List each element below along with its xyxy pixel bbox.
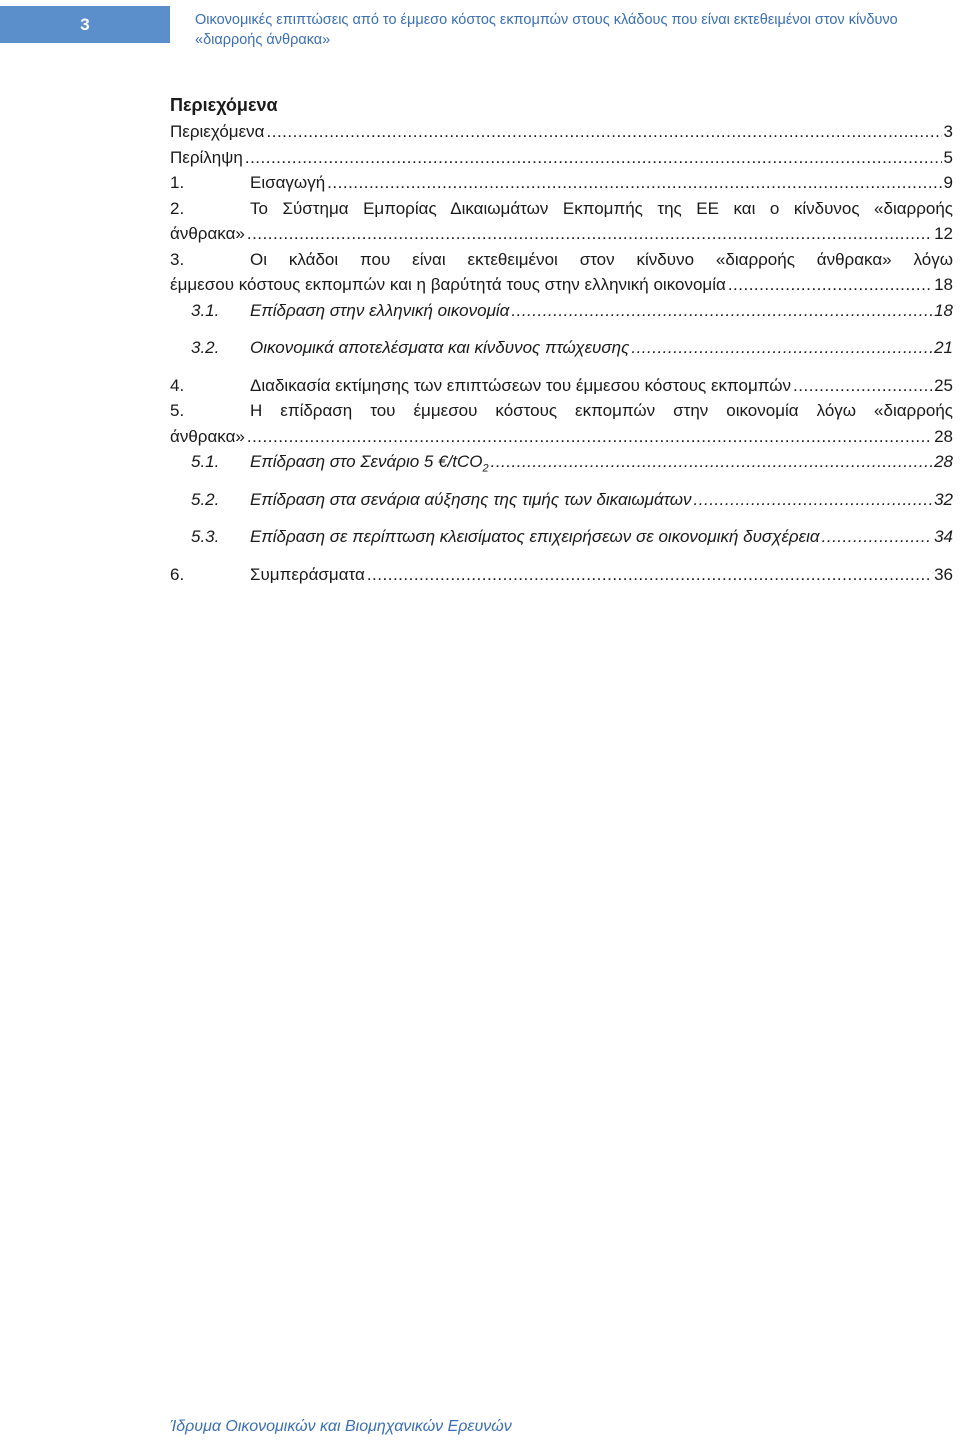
dot-leader (631, 335, 932, 361)
toc-page-number: 18 (934, 300, 953, 320)
toc-entry-3-1[interactable] (170, 298, 953, 324)
toc-page-number: 28 (934, 426, 953, 446)
toc-entry-label: Επίδραση σε περίπτωση κλεισίματος επιχειρήσεων σε οικονομική δυσχέρεια (250, 527, 820, 546)
toc-page-number: 21 (934, 338, 953, 357)
toc-entry-label: Επίδραση στην ελληνική οικονομία (250, 300, 510, 320)
page-number-badge: 3 (0, 6, 170, 43)
toc-page-number: 32 (934, 489, 953, 509)
toc-entry-number: 6. (170, 564, 185, 584)
toc-entry-label: Οικονομικά αποτελέσματα και κίνδυνος πτώχευσης (250, 338, 630, 357)
dot-leader (267, 119, 942, 145)
dot-leader (491, 449, 932, 475)
toc-entry-contents[interactable] (170, 119, 953, 145)
toc-entry-label-line2: άνθρακα» (170, 426, 245, 446)
toc-entry-number: 3.1. (191, 300, 220, 320)
toc-page-number: 9 (943, 173, 953, 192)
toc-entry-introduction[interactable] (170, 170, 953, 196)
toc-entry-5-3[interactable] (170, 524, 953, 550)
toc-entry-3-2[interactable] (170, 335, 953, 361)
dot-leader (694, 487, 933, 513)
toc-page-number: 36 (934, 564, 953, 584)
dot-leader (822, 524, 932, 550)
toc-entry-label: Διαδικασία εκτίμησης των επιπτώσεων του έμμεσου κόστους εκπομπών (250, 375, 792, 395)
toc-page-number: 25 (934, 375, 953, 395)
dot-leader (327, 170, 941, 196)
toc-page-number: 18 (934, 275, 953, 294)
toc-entry-5-2[interactable] (170, 487, 953, 513)
toc-entry-label-line1: Οι κλάδοι που είναι εκτεθειμένοι στον κίνδυνο «διαρροής άνθρακα» λόγω (250, 249, 953, 269)
toc-page-number: 5 (943, 147, 953, 167)
dot-leader (245, 145, 942, 171)
toc-entry-number: 2. (170, 198, 185, 218)
toc-entry-number: 3. (170, 249, 185, 269)
dot-leader (247, 424, 932, 450)
toc-entry-number: 1. (170, 173, 185, 192)
toc-entry-number: 5.3. (191, 527, 220, 546)
toc-page-number: 28 (934, 452, 953, 471)
toc-entry-sectors[interactable] (170, 247, 953, 298)
toc-entry-label-line2: άνθρακα» (170, 224, 245, 243)
dot-leader (511, 298, 932, 324)
toc-entry-label: Επίδραση στα σενάρια αύξησης της τιμής των δικαιωμάτων (250, 489, 692, 509)
table-of-contents (170, 92, 953, 587)
toc-entry-summary[interactable] (170, 145, 953, 171)
toc-entry-label: Εισαγωγή (250, 173, 326, 192)
toc-page-number: 12 (934, 224, 953, 243)
dot-leader (728, 272, 932, 298)
toc-entry-label: Συμπεράσματα (250, 564, 365, 584)
toc-entry-conclusions[interactable] (170, 562, 953, 588)
toc-entry-number: 5.1. (191, 452, 220, 471)
toc-entry-number: 3.2. (191, 338, 220, 357)
running-header-title: Οικονομικές επιπτώσεις από το έμμεσο κόστος εκπομπών στους κλάδους που είναι εκτεθειμένοι στον κίνδυνο «διαρροής άνθρακα» (195, 12, 898, 48)
toc-entry-number: 5. (170, 401, 185, 420)
toc-entry-5-1[interactable] (170, 449, 953, 475)
toc-page-number: 34 (934, 527, 953, 546)
dot-leader (247, 221, 932, 247)
toc-entry-label: Περίληψη (170, 147, 243, 167)
toc-entry-label-line1: Το Σύστημα Εμπορίας Δικαιωμάτων Εκπομπής της ΕΕ και ο κίνδυνος «διαρροής (250, 198, 953, 218)
dot-leader (367, 562, 932, 588)
toc-heading: Περιεχόμενα (170, 95, 278, 115)
toc-entry-label-line2: έμμεσου κόστους εκπομπών και η βαρύτητά τους στην ελληνική οικονομία (170, 275, 726, 294)
toc-entry-ets[interactable] (170, 196, 953, 247)
footer-organization: Ίδρυμα Οικονομικών και Βιομηχανικών Ερευνών (170, 1418, 512, 1435)
toc-entry-methodology[interactable] (170, 373, 953, 399)
toc-entry-label: Περιεχόμενα (170, 122, 265, 141)
toc-page-number: 3 (943, 122, 953, 141)
toc-entry-label: Επίδραση στο Σενάριο 5 €/tCO$_2$ (250, 452, 489, 475)
subscript: 2 (482, 462, 489, 475)
toc-entry-number: 5.2. (191, 489, 220, 509)
toc-entry-impact[interactable] (170, 398, 953, 449)
toc-entry-number: 4. (170, 375, 185, 395)
dot-leader (793, 373, 932, 399)
toc-entry-label-line1: Η επίδραση του έμμεσου κόστους εκπομπών στην οικονομία λόγω «διαρροής (250, 401, 953, 420)
